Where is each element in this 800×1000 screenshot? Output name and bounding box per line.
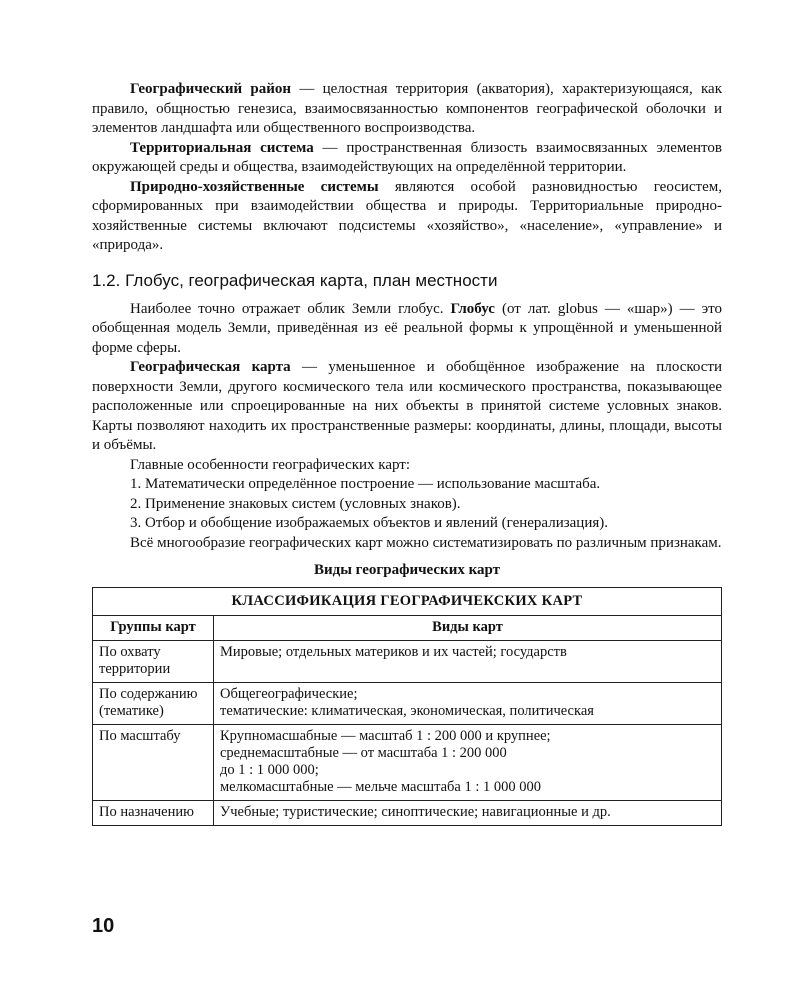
kind-line: Мировые; отдельных материков и их частей; государств: [220, 643, 567, 660]
definition-globe: (от лат. globus — «шар») — это обобщенная модель Земли, приведённая из её реальной формы к упрощённой и уменьшенной форме сферы.: [92, 300, 722, 356]
table-cell-kinds: [214, 640, 722, 682]
table-row: [93, 682, 722, 724]
paragraph-geographic-map: [92, 358, 722, 456]
table-cell-group: По масштабу: [93, 724, 214, 800]
kind-line: Общегеографические;: [220, 685, 358, 702]
kind-line: среднемасштабные — от масштаба 1 : 200 000: [220, 744, 507, 761]
section-heading: 1.2. Глобус, географическая карта, план местности: [92, 270, 498, 290]
table-cell-kinds: [214, 724, 722, 800]
list-item-feature-2: 2. Применение знаковых систем (условных знаков).: [130, 495, 461, 512]
kind-line: до 1 : 1 000 000;: [220, 761, 319, 778]
table-title-row: [93, 587, 722, 615]
globe-intro-text: Наиболее точно отражает облик Земли глобус.: [130, 300, 451, 317]
definition-natural-economic-systems: являются особой разновидностью геосистем, сформированных при взаимодействии общества и природы. Территориальные природно-хозяйственные системы включают подсистемы «хозяйство», «население», «управление» и «природа».: [92, 178, 722, 253]
table-header-row: [93, 615, 722, 640]
kind-line: Крупномасшабные — масштаб 1 : 200 000 и крупнее;: [220, 727, 551, 744]
paragraph-classification-intro: Всё многообразие географических карт можно систематизировать по различным признакам.: [130, 534, 722, 551]
term-geographic-map: Географическая карта: [130, 359, 291, 375]
table-cell-group: По охвату территории: [93, 640, 214, 682]
table-row: [93, 724, 722, 800]
kind-line: мелкомасштабные — мельче масштаба 1 : 1 000 000: [220, 778, 541, 795]
term-natural-economic-systems: Природно-хозяйственные системы: [130, 178, 379, 195]
page-number: 10: [92, 915, 115, 937]
definition-geographic-region: — целостная территория (акватория), характеризующаяся, как правило, общностью генезиса, взаимосвязанностью компонентов географической оболочки и элементов ландшафта или общественного воспроизводства.: [92, 81, 722, 136]
table-cell-group: По содержанию (тематике): [93, 682, 214, 724]
table-row: [93, 640, 722, 682]
column-header-groups: Группы карт: [93, 615, 214, 640]
definition-territorial-system: — пространственная близость взаимосвязанных элементов окружающей среды и общества, взаимодействующих на определённой территории.: [92, 139, 722, 175]
paragraph-natural-economic-systems: [92, 178, 722, 256]
term-geographic-region: Географический район: [130, 81, 292, 97]
kind-line: Учебные; туристические; синоптические; навигационные и др.: [220, 803, 611, 820]
table-row: [93, 800, 722, 825]
term-territorial-system: Территориальная система: [130, 139, 314, 156]
paragraph-territorial-system: [92, 139, 722, 178]
table-cell-group: По назначению: [93, 800, 214, 825]
map-classification-table: [92, 587, 722, 826]
page-content: [92, 80, 722, 826]
table-title: КЛАССИФИКАЦИЯ ГЕОГРАФИЧЕКСКИХ КАРТ: [93, 587, 722, 615]
table-cell-kinds: [214, 800, 722, 825]
column-header-kinds: Виды карт: [214, 615, 722, 640]
table-cell-kinds: [214, 682, 722, 724]
definition-geographic-map: — уменьшенное и обобщённое изображение на плоскости поверхности Земли, другого космического тела или космического пространства, показывающее расположенные или спроецированные на них объекты в принятой системе условных знаков. Карты позволяют находить их пространственные размеры: координаты, длины, площади, высоты и объёмы.: [92, 359, 722, 453]
list-item-feature-3: 3. Отбор и обобщение изображаемых объектов и явлений (генерализация).: [130, 515, 609, 531]
table-caption: Виды географических карт: [313, 562, 501, 578]
list-item-feature-1: 1. Математически определённое построение — использование масштаба.: [130, 476, 601, 492]
term-globe: Глобус: [450, 300, 495, 317]
paragraph-geographic-region: [92, 80, 722, 139]
kind-line: тематические: климатическая, экономическая, политическая: [220, 702, 594, 719]
paragraph-globe: [92, 300, 722, 359]
paragraph-map-features-intro: Главные особенности географических карт:: [130, 456, 411, 473]
